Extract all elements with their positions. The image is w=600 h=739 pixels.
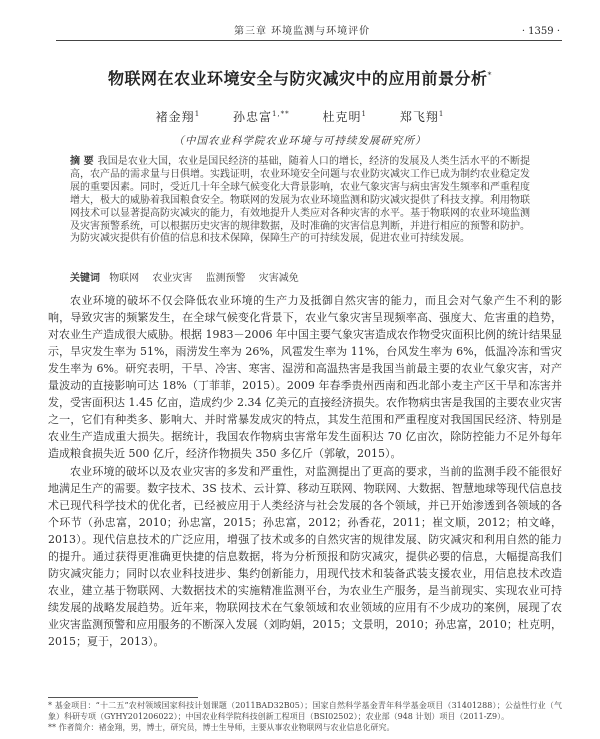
page-number: · 1359 ·: [521, 26, 560, 37]
author-name: 褚金翔: [155, 110, 195, 124]
running-head-chapter: 第三章 环境监测与环境评价: [234, 26, 371, 37]
author-list: [40, 108, 560, 125]
abstract-label: 摘 要: [70, 156, 94, 167]
footnote-author-bio: ** 作者简介：褚金翔，男，博士，研究员，博士生导师，主要从事农业物联网与农业信息化研究。: [48, 723, 395, 732]
body-paragraph: 农业环境的破坏以及农业灾害的多发和严重性，对监测提出了更高的要求，当前的监测手段不能很好地满足生产的需要。数字技术、3S 技术、云计算、移动互联网、物联网、大数据、智慧地球等现代信息技术已现代科学技术的优化者，已经被应用于人类经济与社会发展的各个领域，并已开始渗透到各领域的各个环节（孙忠富，2010；孙忠富，2015；孙忠富，2012；孙香花，2011；崔文顺，2012；柏文峰，2013）。现代信息技术的广泛应用，增强了技术或多的自然灾害的规律发展、防灾减灾和利用自然的能力的提升。通过获得更准确更快捷的信息数据，将为分析预报和防灾减灾，提供必要的信息，大幅提高我们防灾减灾能力；同时以农业科技进步、集约创新能力，用现代技术和装备武装支援农业，用信息技术改造农业，建立基于物联网、大数据技术的实施精准监测平台，为农业生产服务，是当前现实、实现农业可持续发展的战略发展趋势。近年来，物联网技术在气象领域和农业领域的应用有不少成功的案例，展现了农业灾害监测预警和应用服务的不断深入发展（刘昀娟，2015；文景明，2010；孙忠富，2010；杜克明，2015；夏于，2013）。: [48, 465, 562, 648]
author-name: 杜克明: [322, 110, 362, 124]
paper-title-text: 物联网在农业环境安全与防灾减灾中的应用前景分析: [107, 69, 488, 88]
author-affiliation-marker: 1: [438, 110, 445, 118]
title-footnote-marker: *: [487, 70, 492, 80]
body-paragraph: 农业环境的破坏不仅会降低农业环境的生产力及抵御自然灾害的能力，而且会对气象产生不利的影响，导致灾害的频繁发生，在全球气候变化背景下，农业气象灾害呈现频率高、强度大、危害重的趋势，对农业生产造成很大威胁。根据 1983－2006 年中国主要气象灾害造成农作物受灾面积比例的统计结果显示，旱灾发生率为 51%，雨涝发生率为 26%，风雹发生率为 11%，台风发生率为 6%，低温冷冻和雪灾发生率为 6%。研究表明，干旱、冷害、寒害、湿涝和高温热害是我国当前最主要的农业气象灾害，对产量波动的直接影响可达 18%（丁菲菲，2015）。2009 年春季贵州西南和西北部小麦主产区干旱和冻害并发，受害面积达 1.45 亿亩，造成约少 2.34 亿美元的直接经济损失。农作物病虫害是我国的主要农业灾害之一，它们有种类多、影响大、并时常暴发成灾的特点，其发生范围和严重程度对我国国民经济、特别是农业生产造成重大损失。据统计，我国农作物病虫害常年发生面积达 70 亿亩次，除防控能力不足外每年造成粮食损失近 500 亿斤，经济作物损失 350 多亿斤（郭敏，2015）。: [48, 294, 562, 460]
author: [323, 110, 367, 124]
body-text: [48, 292, 562, 651]
running-head: [56, 26, 562, 41]
keywords: [70, 272, 530, 285]
author-name: 孙忠富: [232, 110, 272, 124]
footnote-funding: * 基金项目：“十二五”农村领域国家科技计划课题（2011BAD32B05）；国家自然科学基金青年科学基金项目（31401288）；公益性行业（气象）科研专项（GYHY201206022）；中国农业科学院科技创新工程项目（BSI02502）；农业部（948 计划）项目（2011-Z9）。: [48, 701, 562, 721]
author-affiliation-marker: 1: [194, 110, 201, 118]
abstract-text: 我国是农业大国，农业是国民经济的基础，随着人口的增长，经济的发展及人类生活水平的不断提高，农产品的需求量与日俱增。实践证明，农业环境安全问题与农业防灾减灾工作已成为制约农业稳定发展的重要因素。同时，受近几十年全球气候变化大背景影响，农业气象灾害与病虫害发生频率和严重程度增大，极大的威胁着我国粮食安全。物联网的发展为农业环境监测和防灾减灾提供了科技支撑。利用物联网技术可以显著提高防灾减灾的能力，有效地提升人类应对各种灾害的水平。基于物联网的农业环境监测及灾害预警系统，可以根据历史灾害的规律数据，及时准确的灾害信息判断，并进行相应的预警和防护。为防灾减灾提供有价值的信息和技术保障，保障生产的可持续发展，促进农业可持续发展。: [70, 156, 531, 245]
abstract: [70, 156, 530, 246]
footnote-divider: [48, 697, 198, 698]
author-name: 郑飞翔: [399, 110, 439, 124]
keyword: 农业灾害: [152, 273, 193, 284]
author: [400, 110, 444, 124]
keyword: 监测预警: [205, 273, 246, 284]
keyword: 物联网: [109, 273, 140, 284]
author-affiliation-marker: 1,**: [272, 110, 290, 118]
paper-title: [40, 66, 560, 89]
keyword: 灾害减免: [258, 273, 299, 284]
affiliation: （中国农业科学院农业环境与可持续发展研究所）: [173, 135, 427, 147]
author: [233, 110, 290, 124]
author: [156, 110, 200, 124]
footnotes: [48, 700, 562, 733]
author-affiliation-marker: 1: [361, 110, 367, 118]
keywords-label: 关键词: [70, 273, 100, 284]
